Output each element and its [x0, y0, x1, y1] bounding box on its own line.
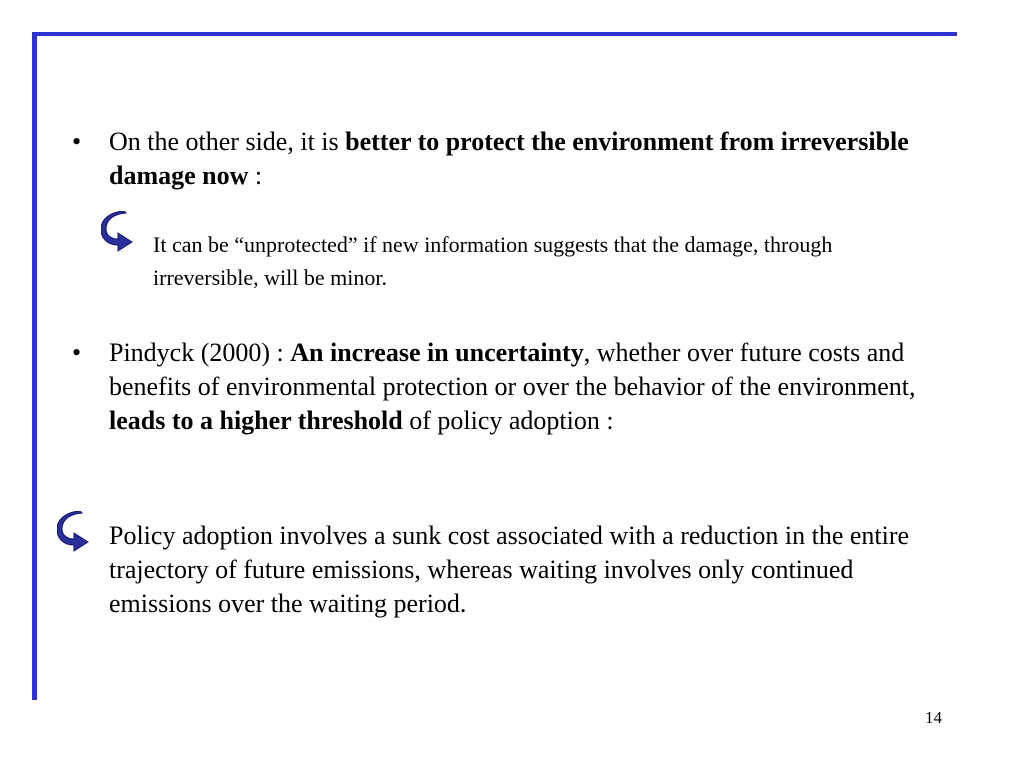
bullet-2-emphasis-1: An increase in uncertainty — [290, 338, 584, 367]
bullet-marker: • — [72, 338, 82, 367]
left-rule — [32, 32, 37, 700]
bullet-2-lead: Pindyck (2000) : — [109, 338, 291, 367]
bullet-1-tail: : — [248, 161, 263, 190]
top-rule — [33, 32, 957, 36]
curved-right-arrow-icon — [101, 211, 135, 253]
sub-point-1: It can be “unprotected” if new information suggests that the damage, through irreversible, will be minor. — [153, 232, 833, 290]
bullet-text-1 — [109, 125, 929, 193]
bullet-1-emphasis: better to protect the environment from irreversible damage now — [109, 127, 909, 190]
sub-point-2: Policy adoption involves a sunk cost associated with a reduction in the entire trajectory of future emissions, whereas waiting involves only continued emissions over the waiting period. — [109, 521, 910, 618]
page-number: 14 — [925, 708, 942, 727]
bullet-1-lead: On the other side, it is — [109, 127, 346, 156]
bullet-marker: • — [72, 127, 82, 156]
curved-right-arrow-icon — [57, 511, 91, 553]
bullet-2-tail: of policy adoption : — [402, 406, 614, 435]
bullet-text-2 — [109, 336, 929, 438]
bullet-2-mid: , whether over future costs and benefits of environmental protection or over the behavior of the environment, — [109, 338, 916, 401]
bullet-2-emphasis-2: leads to a higher threshold — [109, 406, 403, 435]
